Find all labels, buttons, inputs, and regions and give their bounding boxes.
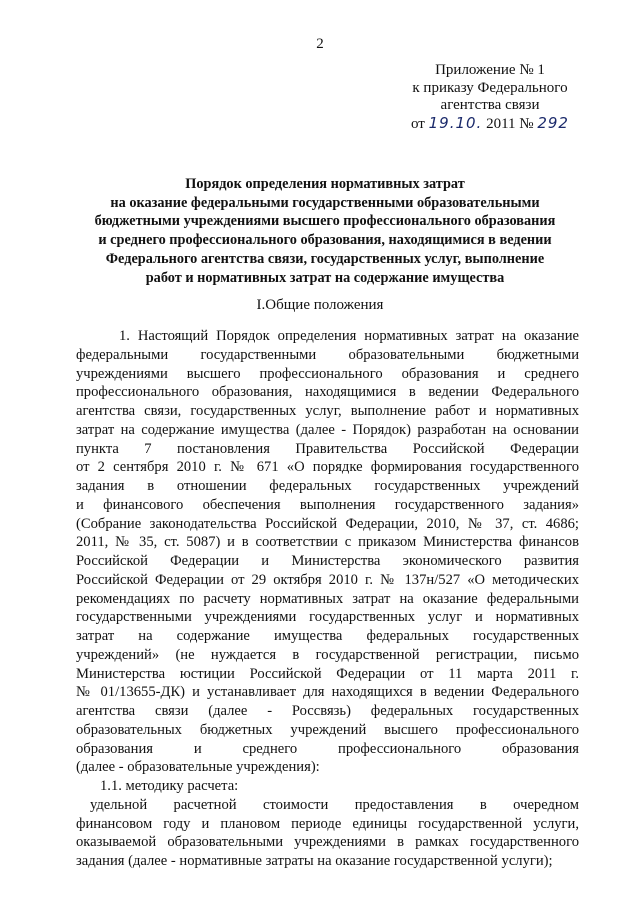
body-line: профессионального образования, находящимися в ведении Федерального [76, 384, 579, 401]
body-line: задания в отношении федеральных государственных учреждений [76, 478, 579, 494]
body-line: пункта 7 постановления Правительства Российской Федерации [76, 440, 579, 457]
body-line: 1.1. методику расчета: [100, 778, 239, 794]
appendix-block [400, 62, 580, 133]
handwritten-order-number: 292 [537, 113, 569, 132]
body-line: Российской Федерации от 29 октября 2010 г. № 137н/527 «О методических [76, 571, 579, 588]
body-line: образования и среднего профессионального образования [76, 740, 579, 757]
body-line: оказываемой образовательными учреждениями в рамках государственного [76, 834, 579, 851]
section-heading: I.Общие положения [256, 297, 384, 313]
body-line: затрат на содержание имущества федеральных государственных [76, 628, 579, 644]
title-line: на оказание федеральными государственными образовательными [110, 194, 540, 211]
appendix-line-1: Приложение № 1 [435, 62, 545, 78]
appendix-line-3: агентства связи [440, 97, 540, 113]
body-line: задания (далее - нормативные затраты на оказание государственной услуги); [76, 853, 553, 869]
body-line: 1. Настоящий Порядок определения нормативных затрат на оказание [119, 328, 579, 344]
date-prefix: от [411, 115, 425, 132]
body-line: (Собрание законодательства Российской Федерации, 2010, № 37, ст. 4686; [76, 515, 579, 532]
title-line: работ и нормативных затрат на содержание имущества [145, 269, 505, 286]
appendix-date-line [400, 115, 580, 134]
body-line: Российской Федерации и Министерства экономического развития [76, 553, 579, 569]
body-line: федеральными государственными образовательными бюджетными [76, 346, 579, 363]
body-line: затрат на содержание имущества (далее - Порядок) разработан на основании [76, 421, 579, 438]
body-line: и финансового обеспечения выполнения государственного задания» [76, 496, 579, 513]
body-line: учреждений» (не нуждается в государственной регистрации, письмо [76, 646, 579, 663]
date-year-suffix: 2011 № [486, 115, 534, 132]
body-line: агентства связи (далее - Россвязь) федеральных государственных [76, 703, 579, 719]
body-line: от 2 сентября 2010 г. № 671 «О порядке формирования государственного [76, 459, 579, 476]
body-line: удельной расчетной стоимости предоставления в очередном [90, 796, 579, 813]
body-line: (далее - образовательные учреждения): [76, 759, 320, 776]
body-line: агентства связи, государственных услуг, выполнение работ и нормативных [76, 403, 579, 419]
title-line: бюджетными учреждениями высшего профессионального образования [94, 213, 556, 230]
body-line: учреждениями высшего профессионального образования и среднего [76, 365, 579, 382]
title-line: и среднего профессионального образования, находящимися в ведении [98, 232, 552, 249]
title-line: Федерального агентства связи, государственных услуг, выполнение [105, 250, 545, 267]
body-line: финансовом году и плановом периоде единицы государственной услуги, [76, 815, 579, 832]
body-line: государственными учреждениями государственных услуг и нормативных [76, 609, 579, 626]
body-line: рекомендациях по расчету нормативных затрат на оказание федеральными [76, 590, 579, 607]
body-line: Министерства юстиции Российской Федерации от 11 марта 2011 г. [76, 665, 579, 682]
body-text [76, 327, 579, 871]
body-line: № 01/13655-ДК) и устанавливает для находящихся в ведении Федерального [76, 684, 579, 701]
body-line: образовательных бюджетных учреждений высшего профессионального [76, 721, 579, 738]
page-number: 2 [316, 36, 324, 52]
handwritten-date: 19.10. [428, 113, 483, 132]
appendix-line-2: к приказу Федерального [412, 79, 568, 96]
title-line: Порядок определения нормативных затрат [185, 176, 465, 192]
body-line: 2011, № 35, ст. 5087) и в соответствии с приказом Министерства финансов [76, 534, 579, 551]
document-title [70, 175, 580, 287]
